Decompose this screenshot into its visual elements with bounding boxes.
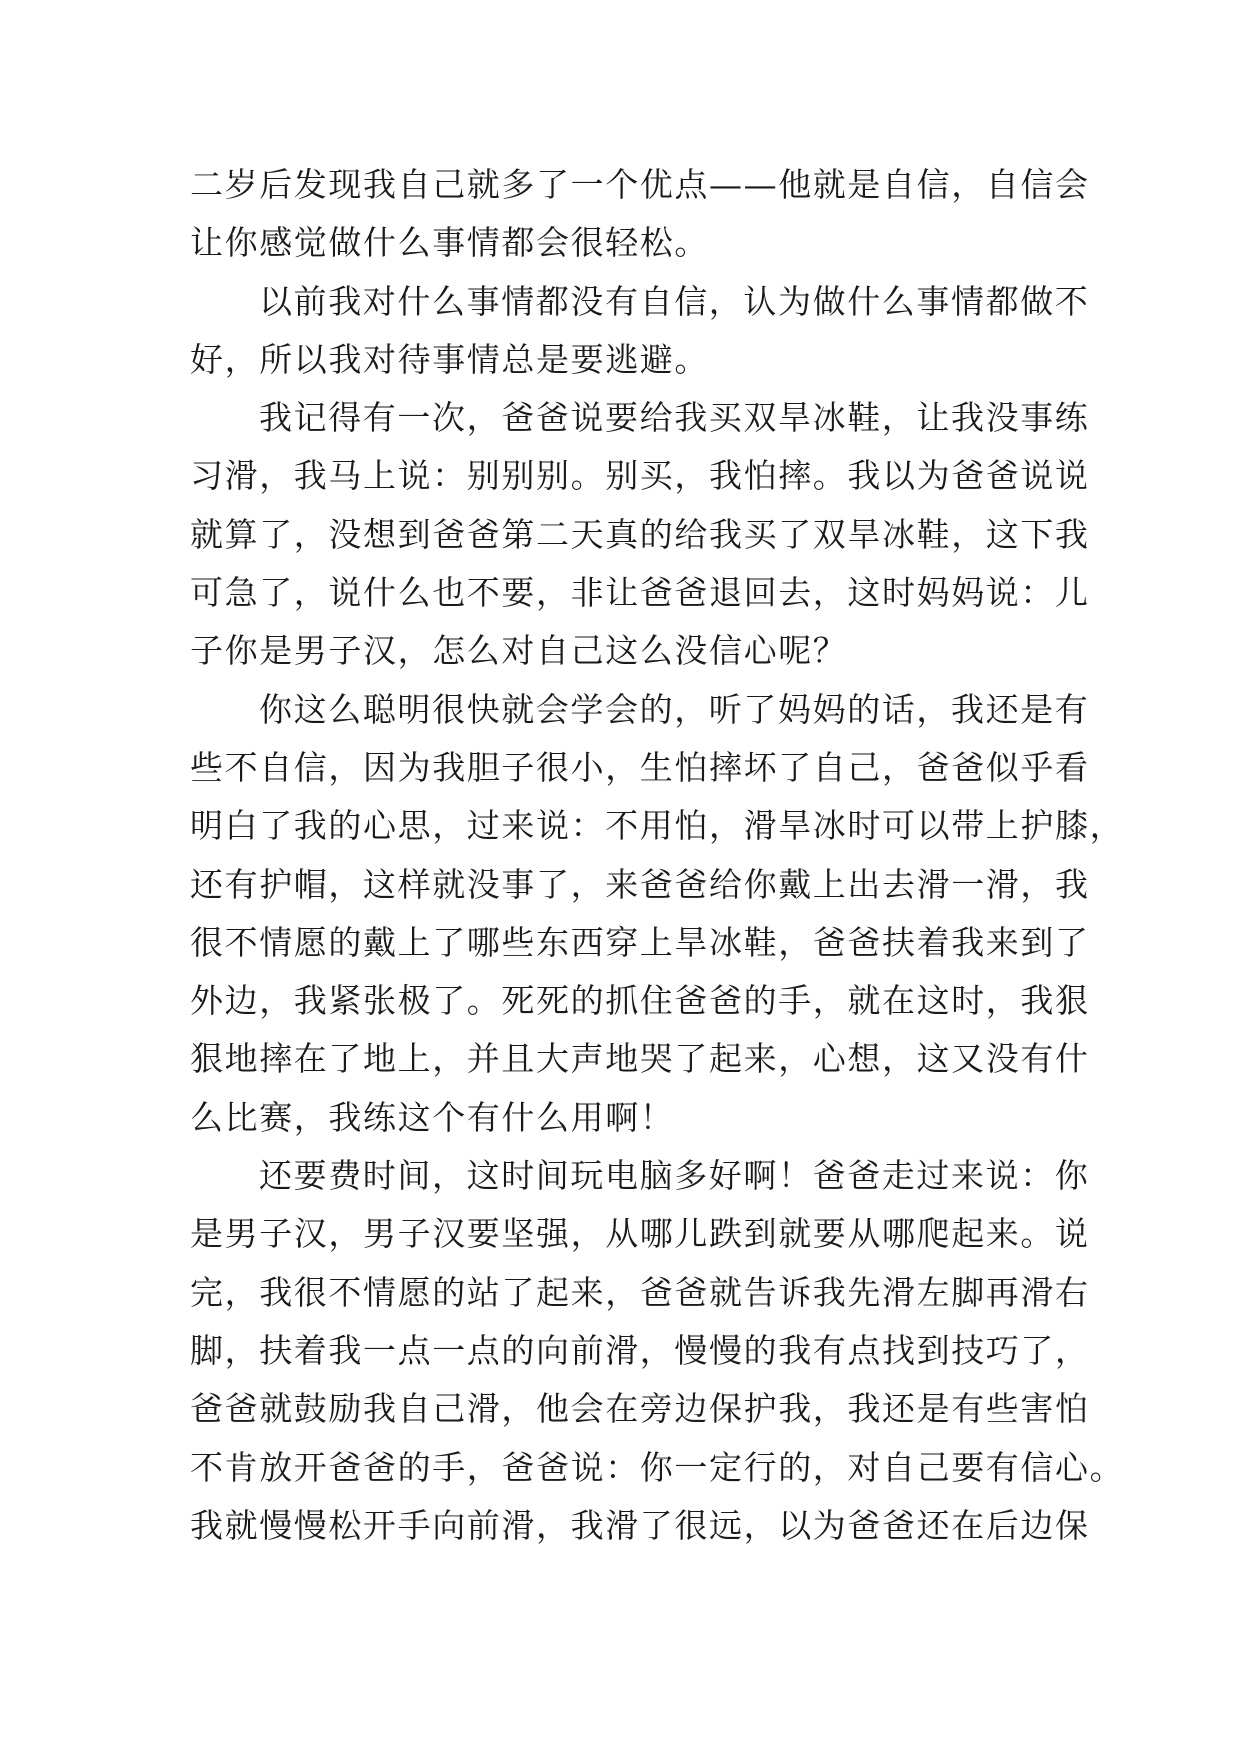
text-line: 爸爸就鼓励我自己滑，他会在旁边保护我，我还是有些害怕 (190, 1389, 1090, 1429)
text-line: 就算了，没想到爸爸第二天真的给我买了双旱冰鞋，这下我 (190, 514, 1090, 554)
text-line: 二岁后发现我自己就多了一个优点——他就是自信，自信会 (190, 165, 1090, 204)
text-line: 明白了我的心思，过来说：不用怕，滑旱冰时可以带上护膝， (190, 806, 1125, 846)
text-line: 习滑，我马上说：别别别。别买，我怕摔。我以为爸爸说说 (190, 456, 1090, 496)
text-line: 完，我很不情愿的站了起来，爸爸就告诉我先滑左脚再滑右 (190, 1272, 1090, 1312)
text-line: 么比赛，我练这个有什么用啊！ (190, 1097, 675, 1137)
text-line: 不肯放开爸爸的手，爸爸说：你一定行的，对自己要有信心。 (190, 1447, 1125, 1487)
text-line: 还要费时间，这时间玩电脑多好啊！爸爸走过来说：你 (259, 1156, 1090, 1196)
text-line: 很不情愿的戴上了哪些东西穿上旱冰鞋，爸爸扶着我来到了 (190, 922, 1090, 962)
text-line: 子你是男子汉，怎么对自己这么没信心呢？ (190, 631, 848, 671)
text-line: 可急了，说什么也不要，非让爸爸退回去，这时妈妈说：儿 (190, 573, 1090, 613)
text-line: 是男子汉，男子汉要坚强，从哪儿跌到就要从哪爬起来。说 (190, 1214, 1090, 1254)
text-line: 些不自信，因为我胆子很小，生怕摔坏了自己，爸爸似乎看 (190, 747, 1090, 787)
text-line: 脚，扶着我一点一点的向前滑，慢慢的我有点找到技巧了， (190, 1330, 1090, 1370)
text-line: 外边，我紧张极了。死死的抓住爸爸的手，就在这时，我狠 (190, 981, 1090, 1021)
text-line: 你这么聪明很快就会学会的，听了妈妈的话，我还是有 (259, 689, 1090, 729)
text-line: 好，所以我对待事情总是要逃避。 (190, 339, 709, 379)
text-line: 我就慢慢松开手向前滑，我滑了很远，以为爸爸还在后边保 (190, 1505, 1090, 1545)
text-line: 以前我对什么事情都没有自信，认为做什么事情都做不 (259, 281, 1090, 321)
text-line: 还有护帽，这样就没事了，来爸爸给你戴上出去滑一滑，我 (190, 864, 1090, 904)
text-line: 狠地摔在了地上，并且大声地哭了起来，心想，这又没有什 (190, 1039, 1090, 1079)
text-line: 我记得有一次，爸爸说要给我买双旱冰鞋，让我没事练 (259, 398, 1090, 438)
text-line: 让你感觉做什么事情都会很轻松。 (190, 223, 709, 263)
document-body (190, 156, 1125, 1555)
